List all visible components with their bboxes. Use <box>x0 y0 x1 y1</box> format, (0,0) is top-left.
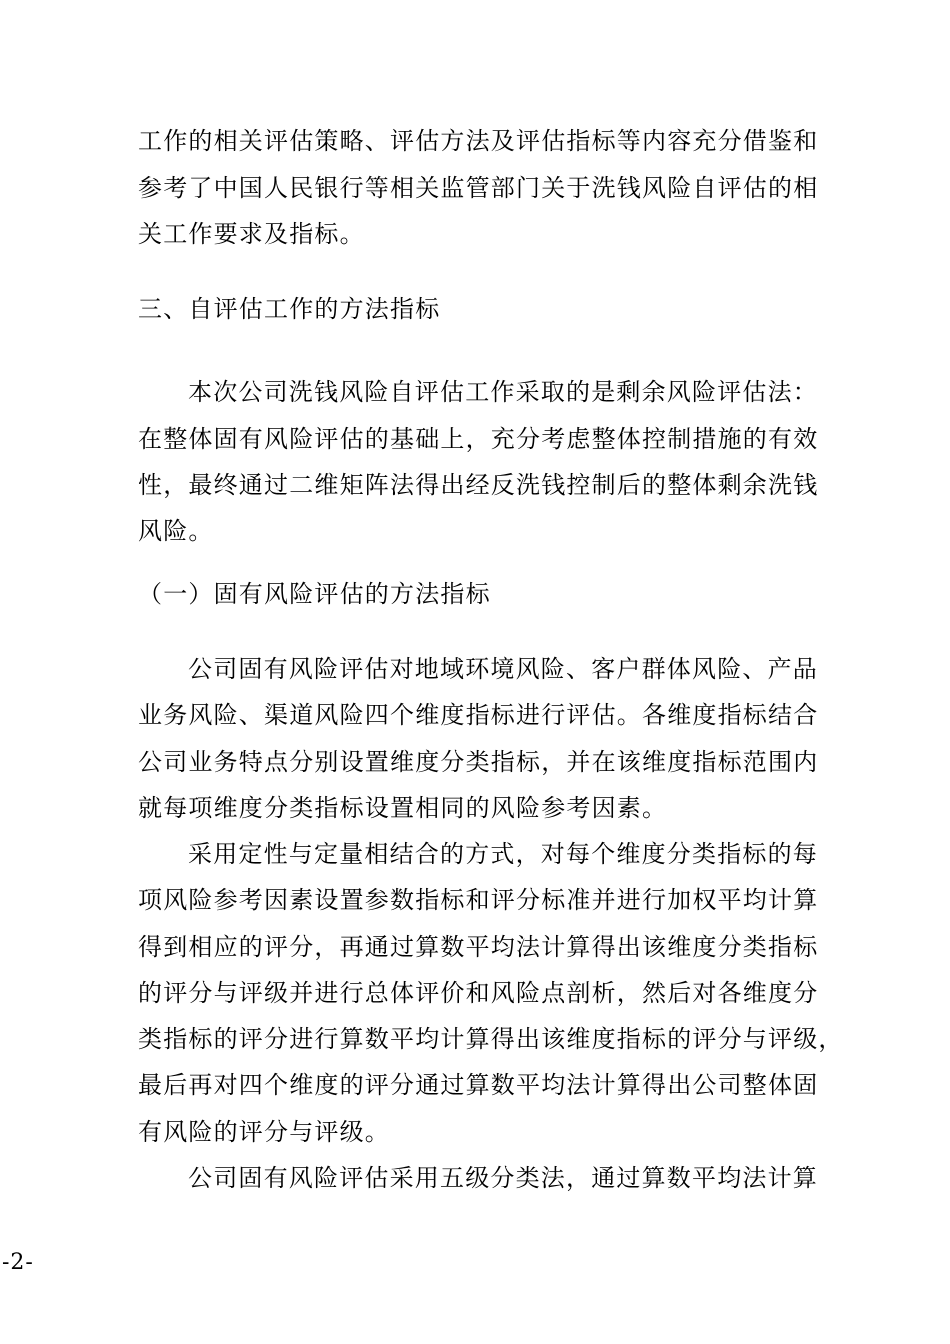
page-number: -2- <box>2 1250 34 1275</box>
paragraph-line: 公司业务特点分别设置维度分类指标，并在该维度指标范围内 <box>138 748 819 776</box>
section-heading: 三、自评估工作的方法指标 <box>138 295 441 323</box>
paragraph-line: 采用定性与定量相结合的方式，对每个维度分类指标的每 <box>188 840 818 868</box>
paragraph-line: 得到相应的评分，再通过算数平均法计算得出该维度分类指标 <box>138 933 819 961</box>
paragraph-line: 关工作要求及指标。 <box>138 220 365 248</box>
paragraph-line: 公司固有风险评估采用五级分类法，通过算数平均法计算 <box>188 1164 818 1192</box>
paragraph-line: 有风险的评分与评级。 <box>138 1118 390 1146</box>
paragraph-line: 业务风险、渠道风险四个维度指标进行评估。各维度指标结合 <box>138 701 819 729</box>
paragraph-line: 最后再对四个维度的评分通过算数平均法计算得出公司整体固 <box>138 1071 819 1099</box>
paragraph-line: 工作的相关评估策略、评估方法及评估指标等内容充分借鉴和 <box>138 127 819 155</box>
paragraph-line: 风险。 <box>138 517 214 545</box>
paragraph-line: 的评分与评级并进行总体评价和风险点剖析，然后对各维度分 <box>138 979 819 1007</box>
paragraph-line: 本次公司洗钱风险自评估工作采取的是剩余风险评估法： <box>188 378 818 406</box>
subsection-heading: （一）固有风险评估的方法指标 <box>138 580 491 608</box>
paragraph-line: 在整体固有风险评估的基础上，充分考虑整体控制措施的有效 <box>138 425 819 453</box>
paragraph-line: 参考了中国人民银行等相关监管部门关于洗钱风险自评估的相 <box>138 174 819 202</box>
paragraph-line: 类指标的评分进行算数平均计算得出该维度指标的评分与评级， <box>138 1025 844 1053</box>
paragraph-line: 项风险参考因素设置参数指标和评分标准并进行加权平均计算 <box>138 886 819 914</box>
paragraph-line: 性，最终通过二维矩阵法得出经反洗钱控制后的整体剩余洗钱 <box>138 471 819 499</box>
paragraph-line: 就每项维度分类指标设置相同的风险参考因素。 <box>138 794 668 822</box>
paragraph-line: 公司固有风险评估对地域环境风险、客户群体风险、产品 <box>188 655 818 683</box>
